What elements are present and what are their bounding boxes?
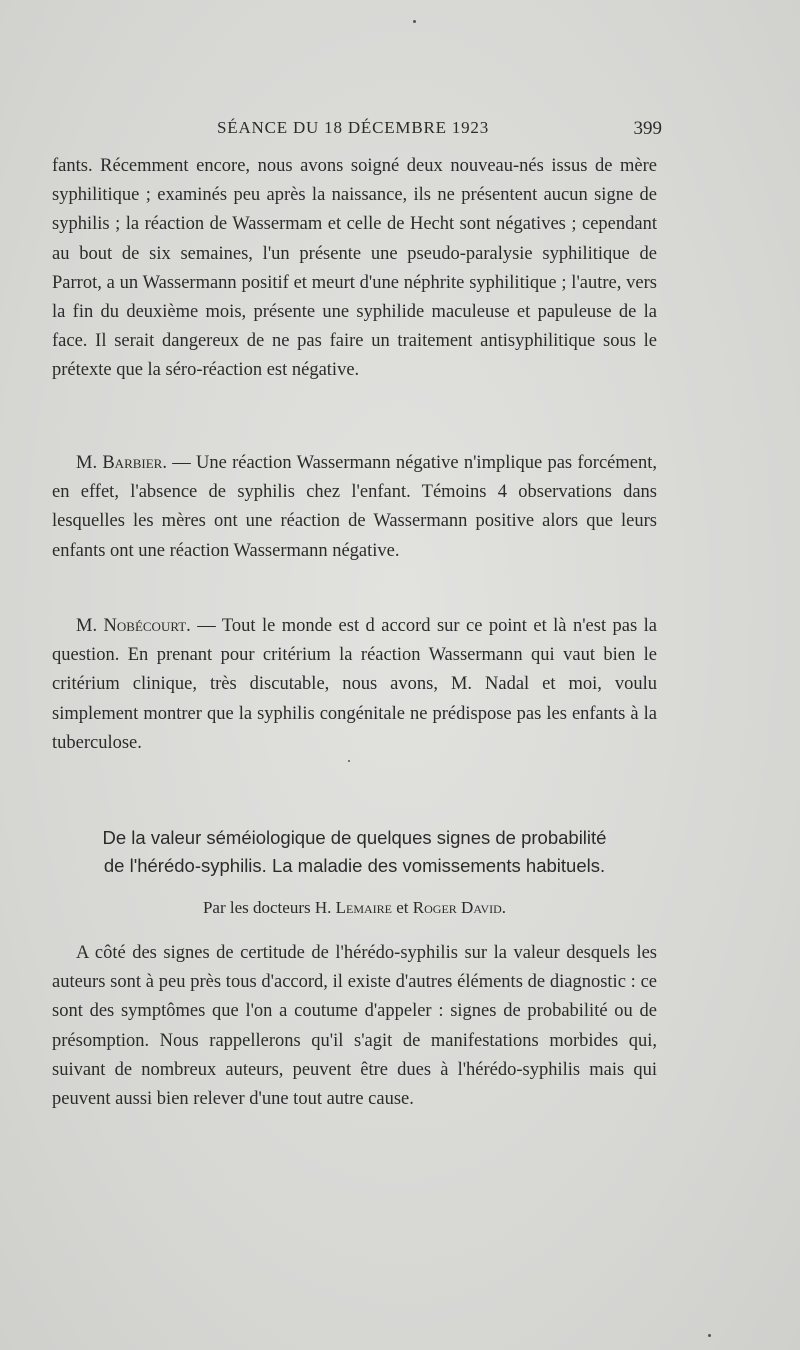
paragraph-text xyxy=(52,449,657,566)
paragraph-nobecourt xyxy=(52,612,657,758)
speaker-remark: — Une réaction Wassermann négative n'implique pas forcément, en effet, l'absence de syphilis chez l'enfant. Témoins 4 observations dans lesquelles les mères ont une réaction de Wassermann positive alors que leurs enfants ont une réaction Wassermann négative. xyxy=(52,453,657,561)
page-number: 399 xyxy=(633,118,662,139)
speaker-name: M. Barbier. xyxy=(76,453,167,473)
author-name: Roger David xyxy=(412,898,502,917)
paragraph-text xyxy=(52,612,657,758)
paragraph-text: A côté des signes de certitude de l'hérédo-syphilis sur la valeur desquels les auteurs sont à peu près tous d'accord, il existe d'autres éléments de diagnostic : ce sont des symptômes que l'on a coutume d'appeler : signes de probabilité ou de présomption. Nous rappellerons qu'il s'agit de manifestations morbides qui, suivant de nombreux auteurs, peuvent être dues à l'hérédo-syphilis mais qui peuvent aussi bien relever d'une tout autre cause. xyxy=(52,943,657,1110)
speaker-name: M. Nobécourt. xyxy=(76,616,191,636)
byline-connector: et xyxy=(392,898,413,917)
speaker-remark: — Tout le monde est d accord sur ce point et là n'est pas la question. En prenant pour critérium la réaction Wassermann qui vaut bien le critérium clinique, très discutable, nous avons, M. Nadal et moi, voulu simplement montrer que la syphilis congénitale ne prédispose pas les enfants à la tuberculose. xyxy=(52,616,657,753)
print-speck xyxy=(708,1334,711,1337)
author-name: Lemaire xyxy=(335,898,393,917)
paragraph-continuation xyxy=(52,152,657,386)
byline-prefix: Par les docteurs H. xyxy=(202,898,336,917)
paragraph-barbier xyxy=(52,449,657,566)
section-heading xyxy=(52,824,657,880)
print-speck xyxy=(348,760,350,762)
section-heading-line-2: de l'hérédo-syphilis. La maladie des vomissements habituels. xyxy=(103,855,606,876)
paragraph-text: fants. Récemment encore, nous avons soigné deux nouveau-nés issus de mère syphilitique ; examinés peu après la naissance, ils ne présentent aucun signe de syphilis ; la réaction de Wassermam et celle de Hecht sont négatives ; cependant au bout de six semaines, l'un présente une pseudo-paralysie syphilitique de Parrot, a un Wassermann positif et meurt d'une néphrite syphilitique ; l'autre, vers la fin du deuxième mois, présente une syphilide maculeuse et papuleuse de la face. Il serait dangereux de ne pas faire un traitement antisyphilitique sous le prétexte que la séro-réaction est négative. xyxy=(52,156,657,381)
print-speck xyxy=(413,20,416,23)
byline xyxy=(52,898,657,918)
paragraph-introduction xyxy=(52,939,657,1114)
byline-suffix: . xyxy=(501,898,507,917)
running-head xyxy=(52,118,662,142)
section-heading-line-1: De la valeur séméiologique de quelques signes de probabilité xyxy=(102,827,607,848)
running-title: SÉANCE DU 18 DÉCEMBRE 1923 xyxy=(217,118,490,137)
